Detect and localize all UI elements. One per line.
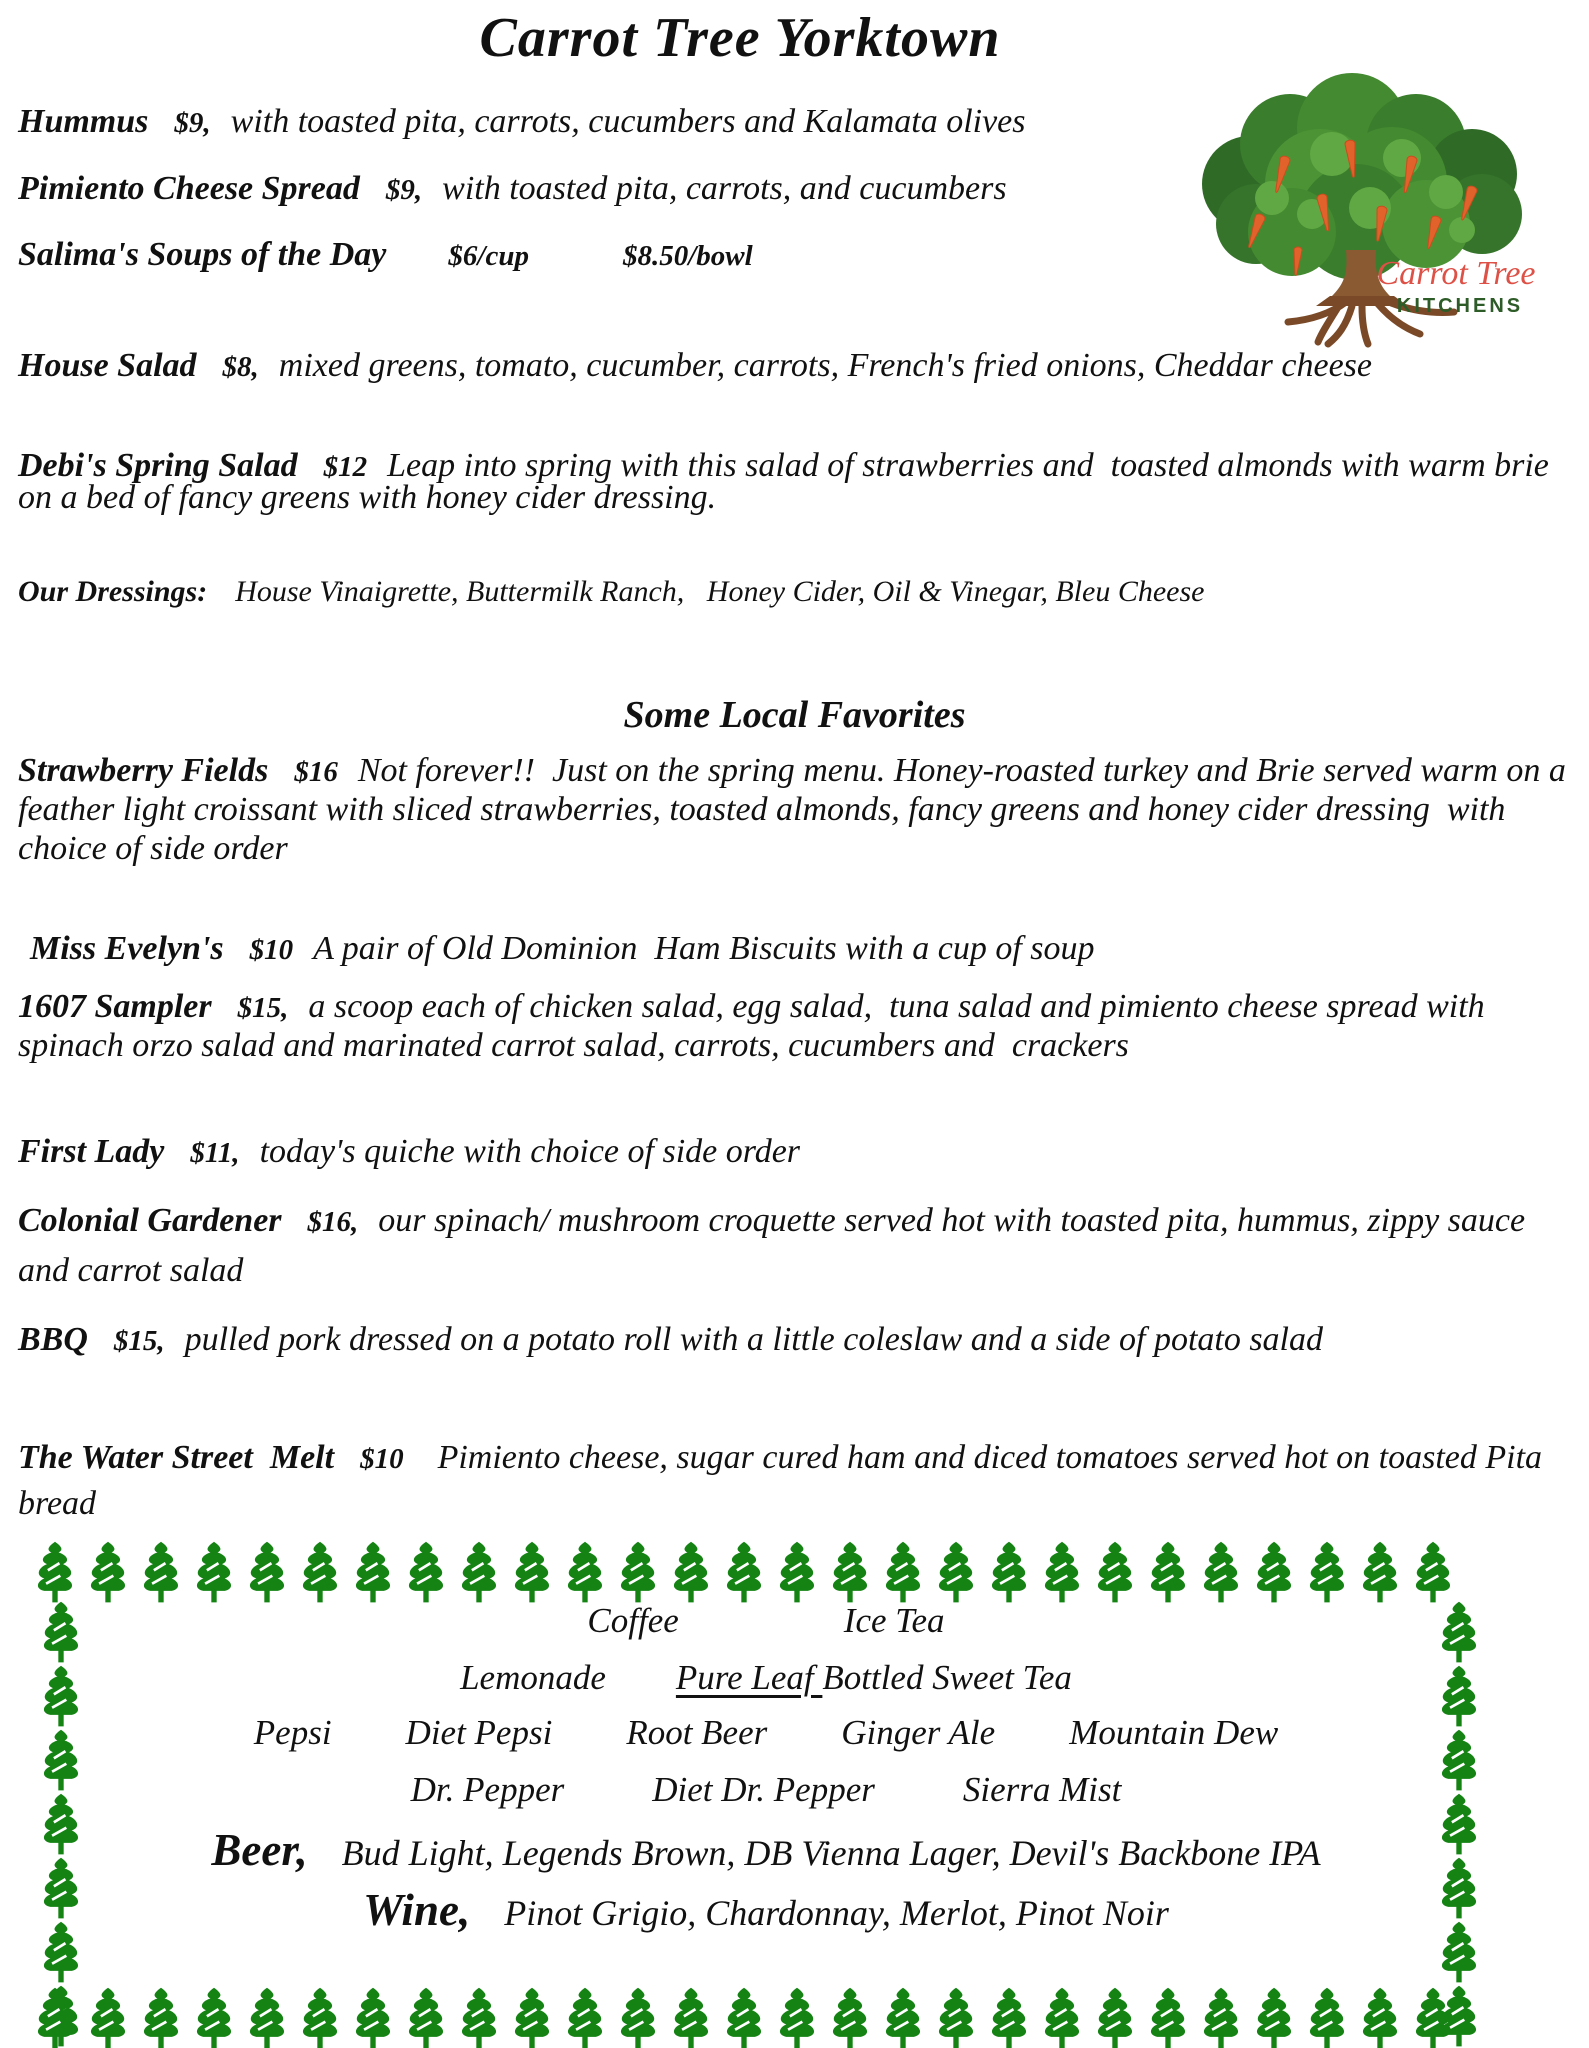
pine-tree-icon (1035, 1986, 1089, 2048)
item-name: Strawberry Fields (18, 752, 269, 789)
pine-tree-icon (399, 1986, 453, 2048)
pine-border-bottom (28, 1986, 1459, 2048)
drink-diet-dr-pepper: Diet Dr. Pepper (652, 1770, 875, 1809)
pine-tree-icon (30, 1792, 92, 1858)
drink-sierra-mist: Sierra Mist (962, 1770, 1122, 1809)
menu-item-pimiento-cheese-spread (18, 165, 1573, 213)
pine-tree-icon (81, 1540, 135, 1606)
item-price: $15, (113, 1325, 165, 1357)
pine-tree-icon (823, 1540, 877, 1606)
drink-diet-pepsi: Diet Pepsi (405, 1713, 553, 1752)
pine-tree-icon (770, 1986, 824, 2048)
menu-item-hummus (18, 98, 1573, 146)
wine-row (100, 1884, 1432, 1936)
pine-tree-icon (929, 1986, 983, 2048)
dressings-label: Our Dressings: (18, 575, 208, 608)
pine-tree-icon (982, 1986, 1036, 2048)
pine-tree-icon (28, 1986, 82, 2048)
menu-item-first-lady (18, 1128, 1573, 1176)
page-title: Carrot Tree Yorktown (479, 7, 1001, 69)
pine-border-top (28, 1540, 1459, 1606)
pine-tree-icon (1194, 1540, 1248, 1606)
menu-item-soups-of-the-day (18, 231, 1573, 279)
pine-tree-icon (717, 1540, 771, 1606)
pine-tree-icon (770, 1540, 824, 1606)
dressings-values: House Vinaigrette, Buttermilk Ranch, Honey Cider, Oil & Vinegar, Bleu Cheese (235, 575, 1205, 608)
pine-tree-icon (240, 1540, 294, 1606)
pine-tree-icon (1428, 1728, 1490, 1794)
drinks-row-2 (100, 1658, 1432, 1698)
menu-item-miss-evelyns (30, 925, 1585, 973)
pine-tree-icon (187, 1986, 241, 2048)
item-name: The Water Street Melt (18, 1439, 335, 1476)
pine-tree-icon (823, 1986, 877, 2048)
pine-tree-icon (293, 1986, 347, 2048)
item-price-cup: $6/cup (448, 240, 529, 272)
item-description: with toasted pita, carrots, and cucumbers (442, 170, 1007, 207)
pine-tree-icon (30, 1600, 92, 1666)
pine-tree-icon (1088, 1540, 1142, 1606)
drinks-row-1 (100, 1601, 1432, 1641)
pine-tree-icon (1194, 1986, 1248, 2048)
pine-tree-icon (30, 1728, 92, 1794)
item-price: $9, (174, 107, 211, 139)
pine-tree-icon (558, 1986, 612, 2048)
item-price: $10 (360, 1443, 404, 1475)
pine-tree-icon (876, 1986, 930, 2048)
pine-tree-icon (1247, 1540, 1301, 1606)
menu-item-water-street-melt (18, 1435, 1573, 1527)
pine-tree-icon (664, 1986, 718, 2048)
item-description: A pair of Old Dominion Ham Biscuits with a cup of soup (313, 930, 1095, 967)
wine-list: Pinot Grigio, Chardonnay, Merlot, Pinot Noir (504, 1893, 1169, 1933)
pine-tree-icon (1353, 1986, 1407, 2048)
pine-tree-icon (30, 1664, 92, 1730)
item-price: $16 (294, 756, 338, 788)
pine-tree-icon (664, 1540, 718, 1606)
item-description: Pimiento cheese, sugar cured ham and diced tomatoes served hot on toasted Pita bread (18, 1439, 1551, 1523)
pine-tree-icon (240, 1986, 294, 2048)
item-name: Pimiento Cheese Spread (18, 170, 360, 207)
menu-item-bbq (18, 1316, 1573, 1365)
pine-tree-icon (134, 1986, 188, 2048)
pine-tree-icon (982, 1540, 1036, 1606)
pine-tree-icon (1088, 1986, 1142, 2048)
pine-tree-icon (452, 1986, 506, 2048)
wine-label: Wine, (363, 1885, 471, 1935)
drink-mountain-dew: Mountain Dew (1069, 1713, 1279, 1752)
item-price: $10 (249, 934, 294, 966)
item-description: our spinach/ mushroom croquette served hot with toasted pita, hummus, zippy sauce and carrot salad (18, 1202, 1534, 1289)
drink-root-beer: Root Beer (626, 1713, 768, 1752)
pine-tree-icon (611, 1540, 665, 1606)
pine-tree-icon (30, 1920, 92, 1986)
item-description: Not forever!! Just on the spring menu. Honey-roasted turkey and Brie served warm on a feather light croissant with sliced strawberries, toasted almonds, fancy greens and honey cider dressing with choice of side order (18, 752, 1575, 868)
logo-script-text: Carrot Tree (1376, 255, 1536, 292)
pine-tree-icon (187, 1540, 241, 1606)
pine-tree-icon (1300, 1540, 1354, 1606)
pine-tree-icon (1428, 1792, 1490, 1858)
drinks-row-4 (100, 1770, 1432, 1810)
item-name: Debi's Spring Salad (18, 447, 298, 484)
item-name: House Salad (18, 347, 197, 384)
pine-tree-icon (558, 1540, 612, 1606)
item-name: Miss Evelyn's (30, 930, 224, 967)
pine-tree-icon (399, 1540, 453, 1606)
pine-tree-icon (1406, 1986, 1460, 2048)
item-name: Salima's Soups of the Day (18, 236, 387, 273)
item-name: Hummus (18, 103, 149, 140)
dressings-line (18, 575, 1573, 609)
pine-tree-icon (1300, 1986, 1354, 2048)
pine-tree-icon (452, 1540, 506, 1606)
pine-tree-icon (346, 1986, 400, 2048)
pine-tree-icon (1428, 1664, 1490, 1730)
drink-ice-tea: Ice Tea (843, 1601, 945, 1640)
item-price: $11, (190, 1137, 240, 1169)
beer-label: Beer, (211, 1825, 308, 1875)
pine-tree-icon (81, 1986, 135, 2048)
item-name: First Lady (18, 1133, 165, 1170)
pure-leaf-underlined: Pure Leaf (675, 1658, 823, 1697)
drinks-row-3 (100, 1713, 1432, 1753)
pine-tree-icon (346, 1540, 400, 1606)
item-description: pulled pork dressed on a potato roll with a little coleslaw and a side of potato salad (184, 1321, 1324, 1358)
item-price: $8, (222, 351, 259, 383)
pine-tree-icon (1428, 1600, 1490, 1666)
menu-item-house-salad (18, 340, 1573, 393)
drink-ginger-ale: Ginger Ale (841, 1713, 996, 1752)
pine-tree-icon (1406, 1540, 1460, 1606)
item-description: Leap into spring with this salad of strawberries and toasted almonds with warm brie on a bed of fancy greens with honey cider dressing. (18, 447, 1558, 517)
item-name: BBQ (18, 1321, 88, 1358)
favorites-heading: Some Local Favorites (623, 694, 966, 736)
item-price: $12 (323, 451, 368, 483)
pine-tree-icon (505, 1540, 559, 1606)
item-description: with toasted pita, carrots, cucumbers and Kalamata olives (230, 103, 1026, 140)
menu-item-colonial-gardener (18, 1196, 1573, 1296)
beer-row (100, 1824, 1432, 1876)
drink-pepsi: Pepsi (253, 1713, 332, 1752)
item-name: Colonial Gardener (18, 1202, 282, 1239)
pine-tree-icon (1035, 1540, 1089, 1606)
pine-tree-icon (611, 1986, 665, 2048)
drink-pure-leaf-sweet-tea (676, 1658, 1072, 1698)
item-price: $15, (237, 992, 289, 1024)
pine-border-left (30, 1600, 92, 2048)
pine-tree-icon (1428, 1920, 1490, 1986)
item-price-bowl: $8.50/bowl (622, 240, 753, 272)
pine-tree-icon (1141, 1986, 1195, 2048)
pine-tree-icon (1247, 1986, 1301, 2048)
pine-tree-icon (293, 1540, 347, 1606)
item-price: $16, (307, 1206, 359, 1238)
menu-item-debis-spring-salad (18, 447, 1573, 517)
pine-tree-icon (717, 1986, 771, 2048)
item-description: today's quiche with choice of side order (259, 1133, 801, 1170)
drink-lemonade: Lemonade (460, 1658, 606, 1697)
item-name: 1607 Sampler (18, 988, 212, 1025)
pine-tree-icon (28, 1540, 82, 1606)
drink-dr-pepper: Dr. Pepper (410, 1770, 565, 1809)
item-description: a scoop each of chicken salad, egg salad, tuna salad and pimiento cheese spread with spinach orzo salad and marinated carrot salad, carrots, cucumbers and crackers (18, 988, 1494, 1064)
pine-tree-icon (134, 1540, 188, 1606)
pine-tree-icon (1353, 1540, 1407, 1606)
pine-tree-icon (876, 1540, 930, 1606)
item-price: $9, (385, 174, 423, 206)
sweet-tea-rest: Bottled Sweet Tea (822, 1658, 1072, 1697)
pine-border-right (1428, 1600, 1490, 2048)
item-description: mixed greens, tomato, cucumber, carrots, French's fried onions, Cheddar cheese (278, 347, 1372, 384)
menu-item-strawberry-fields (18, 751, 1573, 868)
pine-tree-icon (929, 1540, 983, 1606)
pine-tree-icon (30, 1856, 92, 1922)
pine-tree-icon (1141, 1540, 1195, 1606)
beer-list: Bud Light, Legends Brown, DB Vienna Lager, Devil's Backbone IPA (341, 1833, 1321, 1873)
pine-tree-icon (1428, 1856, 1490, 1922)
logo-caps-text: KITCHENS (1396, 295, 1524, 317)
menu-item-1607-sampler (18, 988, 1573, 1066)
drink-coffee: Coffee (587, 1601, 679, 1640)
pine-tree-icon (505, 1986, 559, 2048)
